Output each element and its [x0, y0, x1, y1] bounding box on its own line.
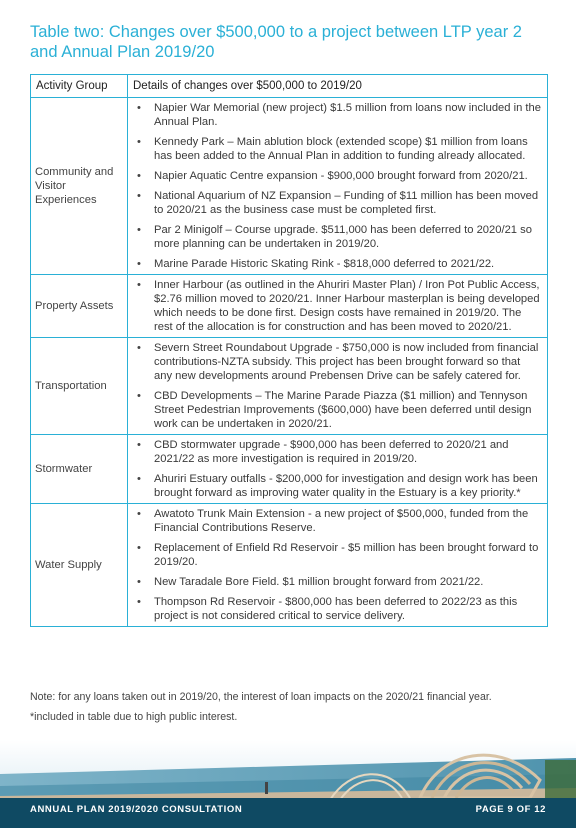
- loan-interest-note: Note: for any loans taken out in 2019/20, the interest of loan impacts on the 2020/21 financial year.: [30, 691, 492, 703]
- table-body: [31, 98, 548, 627]
- change-text: National Aquarium of NZ Expansion – Funding of $11 million has been moved to 2020/21 as the business case must be completed first.: [154, 190, 539, 216]
- table-row: [31, 98, 548, 275]
- change-list: [128, 275, 547, 337]
- bullet-icon: •: [137, 390, 141, 402]
- change-list: [128, 504, 547, 626]
- list-item: [128, 472, 541, 500]
- table-row: [31, 338, 548, 435]
- details-cell: [128, 338, 548, 435]
- details-cell: [128, 435, 548, 504]
- details-header: Details of changes over $500,000 to 2019/20: [128, 75, 548, 98]
- bullet-icon: •: [137, 224, 141, 236]
- details-cell: [128, 275, 548, 338]
- table-row: [31, 504, 548, 627]
- change-text: Par 2 Minigolf – Course upgrade. $511,000 has been deferred to 2020/21 so more planning can be undertaken in 2019/20.: [154, 224, 532, 250]
- details-cell: [128, 98, 548, 275]
- list-item: [128, 278, 541, 334]
- page-title: Table two: Changes over $500,000 to a project between LTP year 2 and Annual Plan 2019/20: [30, 23, 522, 61]
- change-list: [128, 338, 547, 434]
- footer-page-number: PAGE 9 OF 12: [475, 804, 546, 815]
- table-row: [31, 435, 548, 504]
- list-item: [128, 595, 541, 623]
- changes-table: [30, 74, 548, 627]
- list-item: [128, 101, 541, 129]
- change-text: Napier War Memorial (new project) $1.5 million from loans now included in the Annual Plan.: [154, 102, 541, 128]
- change-text: Marine Parade Historic Skating Rink - $818,000 deferred to 2021/22.: [154, 258, 495, 270]
- table-header-row: [31, 75, 548, 98]
- activity-group-cell: Water Supply: [31, 504, 128, 627]
- bullet-icon: •: [137, 473, 141, 485]
- bullet-icon: •: [137, 170, 141, 182]
- change-text: Kennedy Park – Main ablution block (extended scope) $1 million from loans has been added to the Annual Plan in addition to funding already allocated.: [154, 136, 528, 162]
- change-text: Awatoto Trunk Main Extension - a new project of $500,000, funded from the Financial Contributions Reserve.: [154, 508, 529, 534]
- list-item: [128, 223, 541, 251]
- change-text: New Taradale Bore Field. $1 million brought forward from 2021/22.: [154, 576, 484, 588]
- bullet-icon: •: [137, 439, 141, 451]
- bullet-icon: •: [137, 596, 141, 608]
- list-item: [128, 438, 541, 466]
- change-text: Inner Harbour (as outlined in the Ahuriri Master Plan) / Iron Pot Public Access, $2.76 million moved to 2020/21. Inner Harbour masterplan is being developed which needs to be done first. Design costs have remained in 2019/20. The rest of the allocation is for construction and has been moved to 2020/21.: [154, 279, 540, 333]
- list-item: [128, 169, 541, 183]
- change-text: CBD Developments – The Marine Parade Piazza ($1 million) and Tennyson Street Pedestrian Improvements ($600,000) have been deferred until design work can be undertaken in 2020/21.: [154, 390, 532, 430]
- footer-document-title: ANNUAL PLAN 2019/2020 CONSULTATION: [30, 804, 243, 815]
- list-item: [128, 189, 541, 217]
- list-item: [128, 541, 541, 569]
- activity-group-cell: Transportation: [31, 338, 128, 435]
- change-text: Replacement of Enfield Rd Reservoir - $5 million has been brought forward to 2019/20.: [154, 542, 539, 568]
- bullet-icon: •: [137, 102, 141, 114]
- bullet-icon: •: [137, 576, 141, 588]
- bullet-icon: •: [137, 542, 141, 554]
- change-text: CBD stormwater upgrade - $900,000 has been deferred to 2020/21 and 2021/22 as more investigation is required in 2019/20.: [154, 439, 509, 465]
- table-row: [31, 275, 548, 338]
- bullet-icon: •: [137, 342, 141, 354]
- bullet-icon: •: [137, 136, 141, 148]
- asterisk-note: *included in table due to high public interest.: [30, 711, 238, 723]
- bullet-icon: •: [137, 279, 141, 291]
- list-item: [128, 575, 541, 589]
- list-item: [128, 341, 541, 383]
- bullet-icon: •: [137, 190, 141, 202]
- list-item: [128, 507, 541, 535]
- change-list: [128, 435, 547, 503]
- activity-group-header: Activity Group: [31, 75, 128, 98]
- activity-group-cell: Community and Visitor Experiences: [31, 98, 128, 275]
- change-text: Thompson Rd Reservoir - $800,000 has been deferred to 2022/23 as this project is not considered critical to service delivery.: [154, 596, 518, 622]
- activity-group-cell: Stormwater: [31, 435, 128, 504]
- change-list: [128, 98, 547, 274]
- list-item: [128, 257, 541, 271]
- change-text: Ahuriri Estuary outfalls - $200,000 for investigation and design work has been brought forward as improving water quality in the Estuary is a key priority.*: [154, 473, 538, 499]
- activity-group-cell: Property Assets: [31, 275, 128, 338]
- change-text: Severn Street Roundabout Upgrade - $750,000 is now included from financial contributions-NZTA subsidy. This project has been brought forward so that any new developments around Prebensen Drive can be safely catered for.: [154, 342, 539, 382]
- bullet-icon: •: [137, 258, 141, 270]
- bullet-icon: •: [137, 508, 141, 520]
- change-text: Napier Aquatic Centre expansion - $900,000 brought forward from 2020/21.: [154, 170, 528, 182]
- list-item: [128, 389, 541, 431]
- details-cell: [128, 504, 548, 627]
- list-item: [128, 135, 541, 163]
